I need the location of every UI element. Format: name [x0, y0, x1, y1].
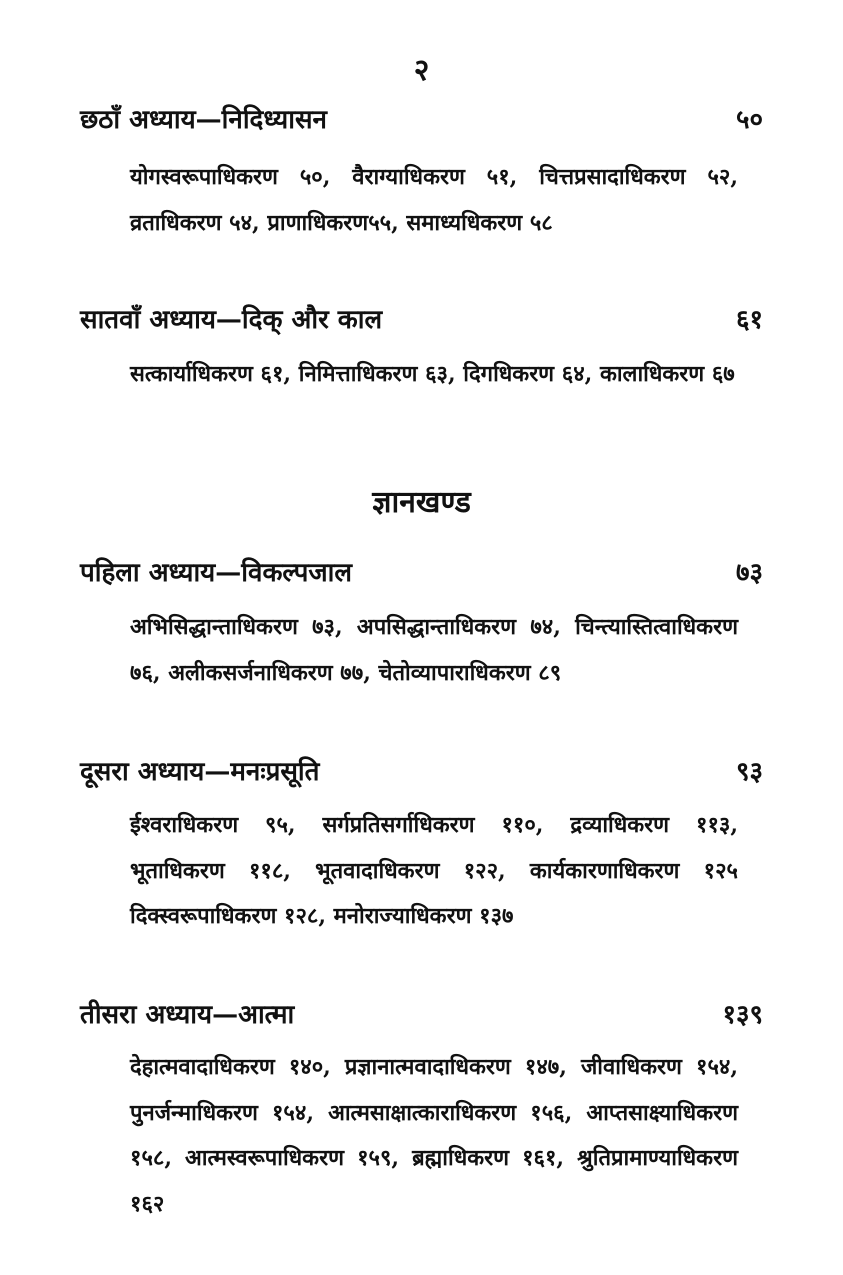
chapter-page: ७३ — [735, 558, 763, 588]
chapter-title: तीसरा अध्याय—आत्मा — [80, 1000, 295, 1030]
chapter-title: पहिला अध्याय—विकल्पजाल — [80, 558, 352, 588]
chapter-page: ९३ — [735, 757, 763, 787]
part-title: ज्ञानखण्ड — [372, 485, 471, 520]
chapter-entries: देहात्मवादाधिकरण १४०, प्रज्ञानात्मवादाधिकरण १४७, जीवाधिकरण १५४, पुनर्जन्माधिकरण १५४, आत्मसाक्षात्काराधिकरण १५६, आप्तसाक्ष्याधिकरण १५८, आत्मस्वरूपाधिकरण १५९, ब्रह्माधिकरण १६१, श्रुतिप्रामाण्याधिकरण १६२ — [130, 1054, 738, 1217]
chapter-page: ५० — [735, 105, 763, 135]
chapter-entries: अभिसिद्धान्ताधिकरण ७३, अपसिद्धान्ताधिकरण ७४, चिन्त्यास्तित्वाधिकरण ७६, अलीकसर्जनाधिकरण ७७, चेतोव्यापाराधिकरण ८९ — [130, 614, 738, 686]
chapter-entries: ईश्वराधिकरण ९५, सर्गप्रतिसर्गाधिकरण ११०, द्रव्याधिकरण ११३, भूताधिकरण ११८, भूतवादाधिकरण १२२, कार्यकारणाधिकरण १२५ दिक्स्वरूपाधिकरण १२८, मनोराज्याधिकरण १३७ — [130, 812, 738, 929]
chapter-entries: योगस्वरूपाधिकरण ५०, वैराग्याधिकरण ५१, चित्तप्रसादाधिकरण ५२, व्रताधिकरण ५४, प्राणाधिकरण५५, समाध्यधिकरण ५८ — [130, 164, 738, 236]
chapter-entries: सत्कार्याधिकरण ६१, निमित्ताधिकरण ६३, दिगधिकरण ६४, कालाधिकरण ६७ — [130, 361, 735, 387]
chapter-title: छठाँ अध्याय—निदिध्यासन — [80, 105, 327, 135]
chapter-title: सातवाँ अध्याय—दिक् और काल — [80, 305, 383, 335]
chapter-page: ६१ — [735, 305, 763, 335]
page-number: २ — [413, 53, 430, 88]
chapter-title: दूसरा अध्याय—मनःप्रसूति — [80, 757, 320, 787]
chapter-page: १३९ — [722, 1000, 763, 1030]
